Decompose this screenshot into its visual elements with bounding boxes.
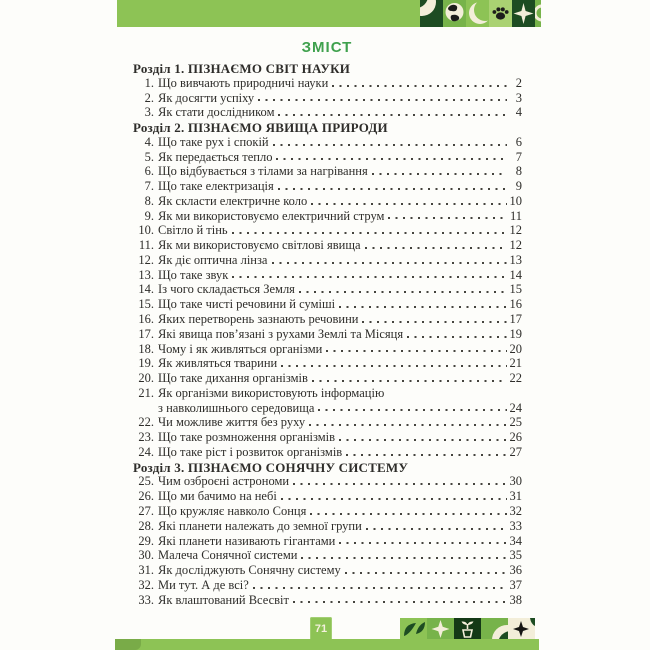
entry-page-number: 12 bbox=[509, 223, 522, 238]
entry-number: 33. bbox=[138, 592, 154, 607]
swoosh-quarter-icon bbox=[481, 618, 508, 640]
entry-page-number: 21 bbox=[509, 356, 522, 371]
entry-number: 11. bbox=[138, 238, 154, 253]
entry-number: 6. bbox=[144, 164, 154, 179]
sprout-icon bbox=[454, 618, 481, 640]
toc-entry bbox=[133, 563, 522, 578]
entry-page-number: 16 bbox=[509, 297, 522, 312]
dot-leader bbox=[232, 232, 507, 234]
entry-number: 3. bbox=[144, 105, 154, 120]
entry-page-number: 15 bbox=[509, 282, 522, 297]
dot-leader bbox=[332, 85, 507, 87]
dot-leader bbox=[293, 601, 507, 603]
sparkle-cream-icon bbox=[427, 618, 454, 640]
entry-title: Що ми бачимо на небі bbox=[158, 489, 277, 504]
entry-page-number: 34 bbox=[509, 533, 522, 548]
page-number-badge: 71 bbox=[310, 617, 332, 640]
toc-entry bbox=[133, 430, 522, 445]
dot-leader bbox=[362, 321, 506, 323]
dot-leader bbox=[281, 365, 506, 367]
entry-number: 12. bbox=[138, 252, 154, 267]
toc-entry bbox=[133, 135, 522, 150]
dot-leader bbox=[310, 513, 506, 515]
entry-title: Малеча Сонячної системи bbox=[158, 548, 298, 563]
entry-page-number: 22 bbox=[509, 371, 522, 386]
entry-page-number: 30 bbox=[509, 474, 522, 489]
entry-page-number: 26 bbox=[509, 430, 522, 445]
entry-title: Як влаштований Всесвіт bbox=[158, 592, 289, 607]
entry-page-number: 35 bbox=[509, 548, 522, 563]
toc-entry bbox=[133, 150, 522, 165]
entry-number: 32. bbox=[138, 577, 154, 592]
page-title: ЗМІСТ bbox=[301, 39, 353, 56]
toc-entry bbox=[133, 209, 522, 224]
entry-page-number: 38 bbox=[509, 592, 522, 607]
entry-number: 26. bbox=[138, 489, 154, 504]
entry-number: 30. bbox=[138, 548, 154, 563]
footer-decor-tiles bbox=[400, 618, 535, 640]
dot-leader bbox=[365, 247, 507, 249]
toc-entry bbox=[133, 415, 522, 430]
entry-page-number: 19 bbox=[509, 326, 522, 341]
entry-number: 19. bbox=[138, 356, 154, 371]
entry-page-number: 7 bbox=[515, 149, 522, 164]
toc-entry bbox=[133, 238, 522, 253]
section-heading: Розділ 3. ПІЗНАЄМО СОНЯЧНУ СИСТЕМУ bbox=[133, 459, 409, 475]
entry-title: Що вивчають природничі науки bbox=[158, 75, 329, 90]
entry-number: 2. bbox=[144, 90, 154, 105]
entry-number: 22. bbox=[138, 415, 154, 430]
entry-number: 1. bbox=[144, 75, 154, 90]
entry-number: 24. bbox=[138, 444, 154, 459]
entry-number: 21. bbox=[138, 385, 154, 400]
toc-entry bbox=[133, 105, 522, 120]
entry-title: Як скласти електричне коло bbox=[158, 193, 308, 208]
entry-page-number: 11 bbox=[509, 208, 522, 223]
entry-page-number: 25 bbox=[509, 415, 522, 430]
entry-page-number: 37 bbox=[509, 577, 522, 592]
dot-leader bbox=[388, 217, 506, 219]
entry-title: Як передається тепло bbox=[158, 149, 273, 164]
globe-icon bbox=[443, 0, 466, 27]
sparkle-icon bbox=[512, 0, 535, 27]
entry-page-number: 36 bbox=[509, 563, 522, 578]
entry-title: Світло й тінь bbox=[158, 223, 228, 238]
entry-title: Як ми використовуємо світлові явища bbox=[158, 238, 361, 253]
dot-leader bbox=[346, 454, 506, 456]
toc bbox=[133, 61, 522, 607]
entry-title: Які явища пов’язані з рухами Землі та Місяця bbox=[158, 326, 404, 341]
entry-number: 14. bbox=[138, 282, 154, 297]
entry-title: Що таке рух і спокій bbox=[158, 134, 269, 149]
toc-entry bbox=[133, 578, 522, 593]
dot-leader bbox=[345, 572, 507, 574]
entry-title: Як ми використовуємо електричний струм bbox=[158, 208, 385, 223]
dot-leader bbox=[309, 424, 506, 426]
star-leaf-icon bbox=[508, 618, 535, 640]
entry-page-number: 9 bbox=[515, 179, 522, 194]
entry-title: Що таке електризація bbox=[158, 179, 274, 194]
dot-leader bbox=[253, 587, 507, 589]
entry-page-number: 10 bbox=[509, 193, 522, 208]
paw-icon bbox=[489, 0, 512, 27]
toc-entry bbox=[133, 253, 522, 268]
entry-title: Які планети належать до земної групи bbox=[158, 518, 362, 533]
entry-title: Як живляться тварини bbox=[158, 356, 278, 371]
toc-entry bbox=[133, 76, 522, 91]
toc-entry bbox=[133, 445, 522, 460]
toc-entry bbox=[133, 164, 522, 179]
top-decor-bar bbox=[117, 0, 541, 27]
entry-page-number: 4 bbox=[515, 105, 522, 120]
entry-number: 27. bbox=[138, 503, 154, 518]
entry-title: Чи можливе життя без руху bbox=[158, 415, 306, 430]
entry-number: 20. bbox=[138, 371, 154, 386]
entry-page-number: 3 bbox=[515, 90, 522, 105]
toc-entry bbox=[133, 342, 522, 357]
entry-page-number: 12 bbox=[509, 238, 522, 253]
entry-title: Що таке дихання організмів bbox=[158, 371, 308, 386]
entry-title: Як організми використовують інформацію bbox=[158, 385, 385, 400]
dot-leader bbox=[339, 542, 506, 544]
entry-title: Що кружляє навколо Сонця bbox=[158, 503, 307, 518]
entry-number: 18. bbox=[138, 341, 154, 356]
entry-page-number: 20 bbox=[509, 341, 522, 356]
entry-number: 7. bbox=[144, 179, 154, 194]
entry-title: Які планети називають гігантами bbox=[158, 533, 336, 548]
entry-page-number: 13 bbox=[509, 252, 522, 267]
entry-page-number: 14 bbox=[509, 267, 522, 282]
entry-number: 9. bbox=[144, 208, 154, 223]
toc-entry bbox=[133, 223, 522, 238]
toc-entry bbox=[133, 504, 522, 519]
dot-leader bbox=[278, 188, 507, 190]
dot-leader bbox=[372, 173, 507, 175]
toc-entry bbox=[133, 297, 522, 312]
dot-leader bbox=[258, 99, 507, 101]
entry-page-number: 2 bbox=[515, 75, 522, 90]
entry-number: 5. bbox=[144, 149, 154, 164]
toc-entry bbox=[133, 489, 522, 504]
entry-number: 10. bbox=[138, 223, 154, 238]
entry-page-number: 24 bbox=[509, 400, 522, 415]
toc-entry bbox=[133, 194, 522, 209]
entry-title: Як діє оптична лінза bbox=[158, 252, 268, 267]
entry-title: Що відбувається з тілами за нагрівання bbox=[158, 164, 368, 179]
entry-page-number: 33 bbox=[509, 518, 522, 533]
leaves-icon bbox=[400, 618, 427, 640]
entry-title: Як стати дослідником bbox=[158, 105, 275, 120]
dot-leader bbox=[299, 291, 507, 293]
dot-leader bbox=[326, 350, 506, 352]
entry-number: 25. bbox=[138, 474, 154, 489]
dot-leader bbox=[407, 336, 506, 338]
toc-entry bbox=[133, 474, 522, 489]
dot-leader bbox=[366, 528, 507, 530]
entry-title: з навколишнього середовища bbox=[158, 400, 315, 415]
entry-title: Що таке звук bbox=[158, 267, 229, 282]
swoosh-corner-icon bbox=[420, 0, 443, 27]
entry-title: Що таке чисті речовини й суміші bbox=[158, 297, 336, 312]
section-heading: Розділ 1. ПІЗНАЄМО СВІТ НАУКИ bbox=[133, 61, 351, 76]
entry-number: 28. bbox=[138, 518, 154, 533]
dot-leader bbox=[232, 276, 506, 278]
entry-page-number: 32 bbox=[509, 503, 522, 518]
entry-number: 16. bbox=[138, 312, 154, 327]
toc-entry bbox=[133, 268, 522, 283]
entry-title: Чим озброєні астрономи bbox=[158, 474, 290, 489]
bottom-decor-bar bbox=[115, 639, 539, 650]
dot-leader bbox=[318, 409, 506, 411]
dot-leader bbox=[293, 483, 506, 485]
toc-entry bbox=[133, 371, 522, 386]
toc-entry bbox=[133, 593, 522, 608]
entry-number: 29. bbox=[138, 533, 154, 548]
entry-title: Що таке ріст і розвиток організмів bbox=[158, 444, 343, 459]
toc-entry-continued bbox=[133, 401, 522, 416]
toc-entry bbox=[133, 327, 522, 342]
dot-leader bbox=[272, 262, 507, 264]
toc-entry bbox=[133, 386, 522, 401]
bottom-bar-tip bbox=[115, 639, 141, 650]
toc-entry bbox=[133, 548, 522, 563]
entry-number: 31. bbox=[138, 563, 154, 578]
dot-leader bbox=[311, 203, 506, 205]
entry-page-number: 27 bbox=[509, 444, 522, 459]
entry-number: 8. bbox=[144, 193, 154, 208]
toc-entry bbox=[133, 91, 522, 106]
dot-leader bbox=[281, 498, 507, 500]
entry-page-number: 17 bbox=[509, 312, 522, 327]
dot-leader bbox=[276, 158, 507, 160]
toc-entry bbox=[133, 282, 522, 297]
entry-title: Як досягти успіху bbox=[158, 90, 255, 105]
entry-number: 13. bbox=[138, 267, 154, 282]
dot-leader bbox=[339, 306, 506, 308]
toc-entry bbox=[133, 519, 522, 534]
section-heading: Розділ 2. ПІЗНАЄМО ЯВИЩА ПРИРОДИ bbox=[133, 120, 388, 136]
entry-page-number: 8 bbox=[515, 164, 522, 179]
toc-entry bbox=[133, 534, 522, 549]
entry-number: 23. bbox=[138, 430, 154, 445]
crescent-icon bbox=[466, 0, 489, 27]
ring-partial-icon bbox=[535, 0, 541, 27]
entry-title: Як досліджують Сонячну систему bbox=[158, 563, 341, 578]
entry-title: Чому і як живляться організми bbox=[158, 341, 323, 356]
dot-leader bbox=[301, 557, 506, 559]
entry-title: Що таке розмноження організмів bbox=[158, 430, 336, 445]
entry-title: Ми тут. А де всі? bbox=[158, 577, 249, 592]
toc-entry bbox=[133, 312, 522, 327]
entry-number: 17. bbox=[138, 326, 154, 341]
entry-title: Із чого складається Земля bbox=[158, 282, 295, 297]
dot-leader bbox=[339, 439, 506, 441]
toc-entry bbox=[133, 356, 522, 371]
entry-page-number: 6 bbox=[515, 134, 522, 149]
dot-leader bbox=[273, 144, 507, 146]
entry-page-number: 31 bbox=[509, 489, 522, 504]
entry-title: Яких перетворень зазнають речовини bbox=[158, 312, 359, 327]
dot-leader bbox=[278, 114, 507, 116]
toc-entry bbox=[133, 179, 522, 194]
entry-number: 15. bbox=[138, 297, 154, 312]
entry-number: 4. bbox=[144, 134, 154, 149]
dot-leader bbox=[312, 380, 507, 382]
